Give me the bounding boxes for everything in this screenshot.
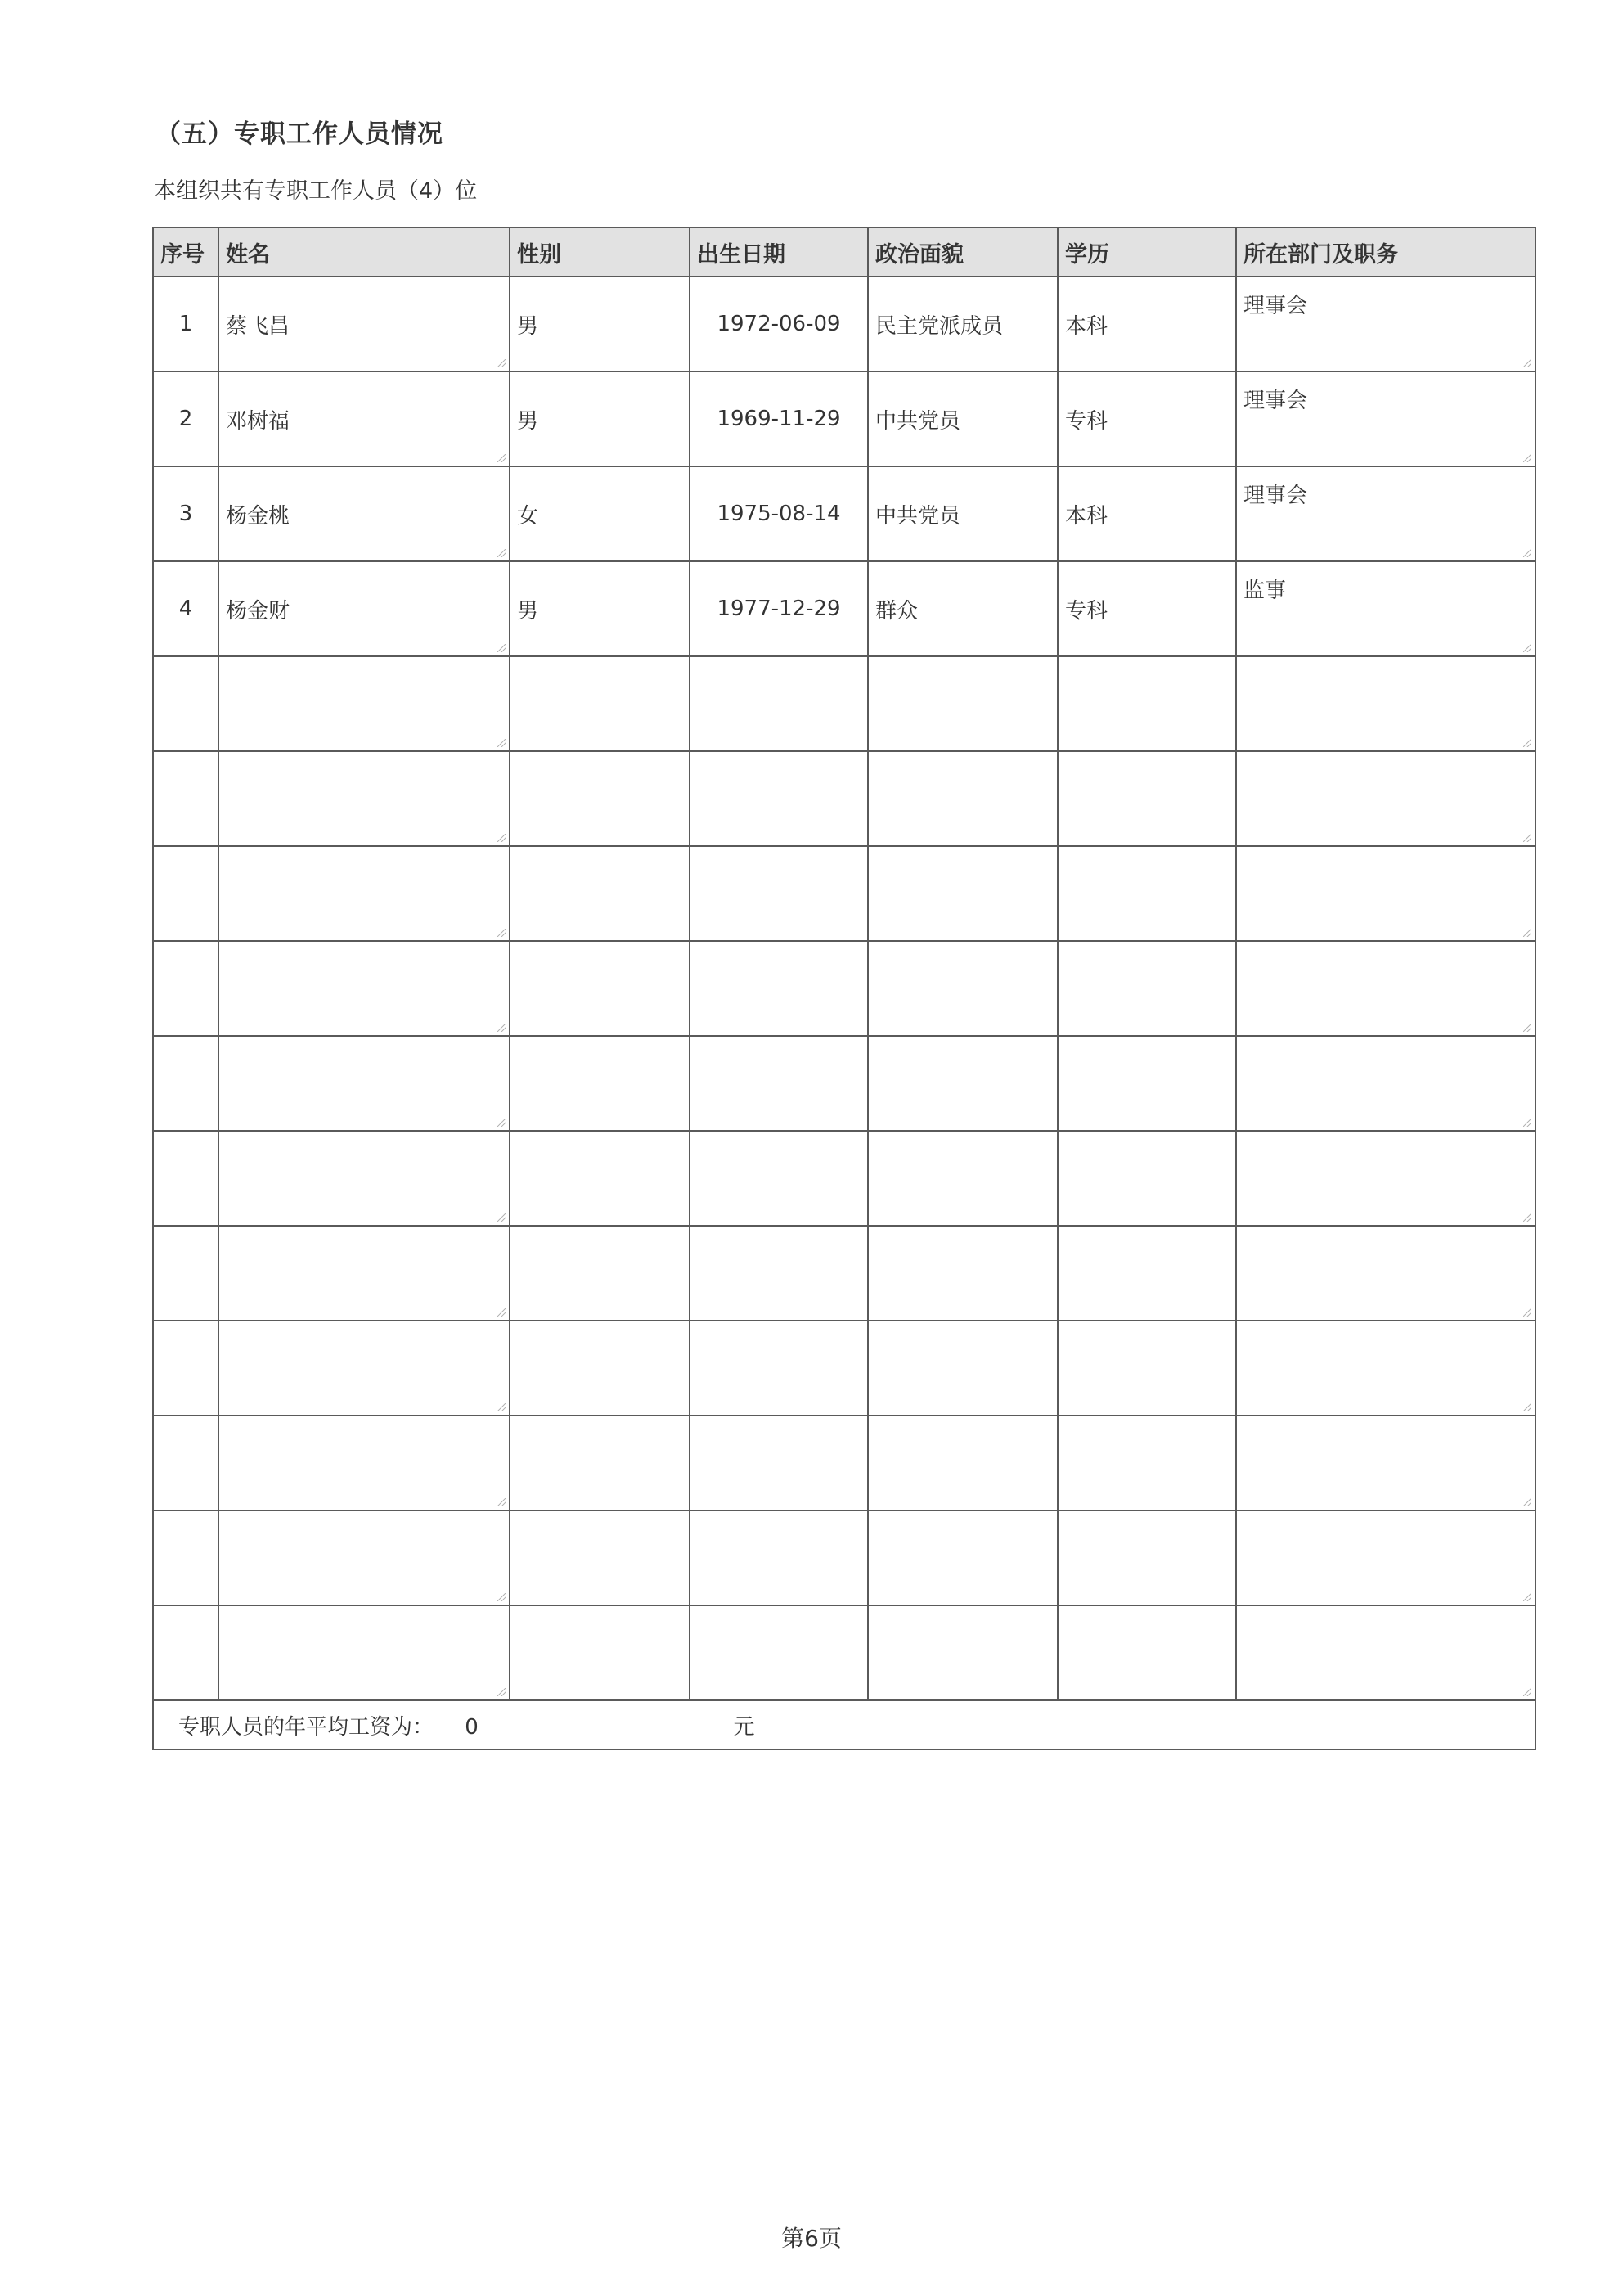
cell-department-position[interactable] [1236,1131,1535,1226]
birthdate-value: 1975-08-14 [717,502,841,526]
department-position-value: 理事会 [1243,294,1308,318]
table-row [153,1416,1535,1510]
resize-grip-icon[interactable] [497,929,506,937]
cell-education[interactable] [1058,1321,1236,1416]
cell-birthdate[interactable] [690,656,868,751]
education-value: 专科 [1065,598,1108,624]
cell-name[interactable] [218,466,510,561]
cell-department-position[interactable] [1236,751,1535,846]
cell-political-status[interactable] [868,371,1058,466]
cell-name[interactable] [218,371,510,466]
cell-index [153,277,218,371]
cell-name[interactable] [218,1131,510,1226]
cell-gender[interactable] [510,466,690,561]
resize-grip-icon[interactable] [1523,644,1531,652]
header-cell-name: 姓名 [218,227,510,277]
index-value: 3 [178,502,193,526]
table-row [153,846,1535,941]
cell-education[interactable] [1058,751,1236,846]
index-value: 4 [178,597,193,621]
political-status-value: 中共党员 [875,503,961,529]
cell-gender[interactable] [510,1510,690,1605]
resize-grip-icon[interactable] [497,359,506,367]
header-cell-education: 学历 [1058,227,1236,277]
cell-department-position[interactable] [1236,371,1535,466]
cell-name[interactable] [218,1226,510,1321]
cell-gender[interactable] [510,1226,690,1321]
resize-grip-icon[interactable] [497,549,506,557]
cell-birthdate[interactable] [690,941,868,1036]
cell-name[interactable] [218,1416,510,1510]
salary-row [153,1700,1535,1749]
page-number: 第6页 [781,2225,842,2252]
cell-gender[interactable] [510,1416,690,1510]
cell-name[interactable] [218,1510,510,1605]
gender-value: 男 [517,408,539,434]
resize-grip-icon[interactable] [1523,1119,1531,1127]
resize-grip-icon[interactable] [497,1308,506,1317]
cell-education[interactable] [1058,1131,1236,1226]
cell-department-position[interactable] [1236,1605,1535,1700]
table-row [153,466,1535,561]
cell-gender[interactable] [510,561,690,656]
salary-unit: 元 [733,1714,755,1740]
cell-political-status[interactable] [868,846,1058,941]
cell-birthdate[interactable] [690,1131,868,1226]
cell-political-status[interactable] [868,656,1058,751]
political-status-value: 群众 [875,598,919,624]
resize-grip-icon[interactable] [497,1403,506,1411]
cell-index [153,1226,218,1321]
cell-gender[interactable] [510,1131,690,1226]
name-value: 蔡飞昌 [226,313,290,339]
cell-name[interactable] [218,1321,510,1416]
table-row [153,941,1535,1036]
resize-grip-icon[interactable] [1523,1498,1531,1506]
birthdate-value: 1969-11-29 [717,407,841,431]
cell-political-status[interactable] [868,1131,1058,1226]
cell-name[interactable] [218,941,510,1036]
resize-grip-icon[interactable] [497,1593,506,1601]
cell-education[interactable] [1058,1510,1236,1605]
department-position-value: 理事会 [1243,389,1308,413]
cell-index [153,1131,218,1226]
resize-grip-icon[interactable] [1523,739,1531,747]
salary-label: 专职人员的年平均工资为： [178,1714,434,1740]
cell-political-status[interactable] [868,1321,1058,1416]
cell-political-status[interactable] [868,1510,1058,1605]
education-value: 本科 [1065,313,1108,339]
cell-name[interactable] [218,1605,510,1700]
resize-grip-icon[interactable] [497,1688,506,1696]
cell-department-position[interactable] [1236,466,1535,561]
resize-grip-icon[interactable] [497,739,506,747]
cell-department-position[interactable] [1236,1510,1535,1605]
cell-department-position[interactable] [1236,1416,1535,1510]
resize-grip-icon[interactable] [1523,1403,1531,1411]
education-value: 本科 [1065,503,1108,529]
gender-value: 男 [517,313,539,339]
department-position-value: 理事会 [1243,484,1308,508]
cell-index [153,466,218,561]
cell-name[interactable] [218,1036,510,1131]
cell-gender[interactable] [510,1321,690,1416]
cell-political-status[interactable] [868,561,1058,656]
name-value: 杨金财 [226,598,290,624]
cell-birthdate[interactable] [690,751,868,846]
name-value: 邓树福 [226,408,290,434]
cell-birthdate[interactable] [690,1510,868,1605]
cell-political-status[interactable] [868,1036,1058,1131]
cell-political-status[interactable] [868,466,1058,561]
cell-index [153,1510,218,1605]
cell-department-position[interactable] [1236,941,1535,1036]
cell-political-status[interactable] [868,751,1058,846]
staff-table-container [152,227,1535,1750]
cell-index [153,751,218,846]
index-value: 2 [178,407,193,431]
section-title: （五）专职工作人员情况 [155,119,443,149]
cell-index [153,941,218,1036]
cell-index [153,1416,218,1510]
cell-birthdate[interactable] [690,846,868,941]
cell-gender[interactable] [510,846,690,941]
cell-education[interactable] [1058,371,1236,466]
resize-grip-icon[interactable] [1523,454,1531,462]
resize-grip-icon[interactable] [1523,1024,1531,1032]
resize-grip-icon[interactable] [1523,834,1531,842]
table-row [153,656,1535,751]
birthdate-value: 1972-06-09 [717,312,841,336]
cell-index [153,371,218,466]
table-row [153,561,1535,656]
resize-grip-icon[interactable] [1523,1688,1531,1696]
cell-gender[interactable] [510,941,690,1036]
table-row [153,1036,1535,1131]
header-cell-index: 序号 [153,227,218,277]
gender-value: 男 [517,598,539,624]
cell-education[interactable] [1058,1226,1236,1321]
cell-birthdate[interactable] [690,1416,868,1510]
cell-gender[interactable] [510,751,690,846]
cell-birthdate[interactable] [690,1036,868,1131]
cell-name[interactable] [218,751,510,846]
cell-name[interactable] [218,277,510,371]
cell-index [153,656,218,751]
cell-political-status[interactable] [868,1416,1058,1510]
cell-education[interactable] [1058,656,1236,751]
resize-grip-icon[interactable] [1523,1593,1531,1601]
resize-grip-icon[interactable] [497,1213,506,1222]
cell-political-status[interactable] [868,1226,1058,1321]
cell-department-position[interactable] [1236,1321,1535,1416]
cell-education[interactable] [1058,561,1236,656]
header-cell-gender: 性别 [510,227,690,277]
salary-cell [153,1700,1535,1749]
resize-grip-icon[interactable] [1523,359,1531,367]
header-cell-department-position: 所在部门及职务 [1236,227,1535,277]
cell-index [153,846,218,941]
cell-birthdate[interactable] [690,371,868,466]
cell-birthdate[interactable] [690,1321,868,1416]
cell-name[interactable] [218,561,510,656]
table-row [153,1131,1535,1226]
cell-birthdate[interactable] [690,466,868,561]
education-value: 专科 [1065,408,1108,434]
resize-grip-icon[interactable] [1523,1308,1531,1317]
cell-birthdate[interactable] [690,561,868,656]
political-status-value: 民主党派成员 [875,313,1004,339]
resize-grip-icon[interactable] [1523,1213,1531,1222]
gender-value: 女 [517,503,539,529]
cell-index [153,1321,218,1416]
cell-birthdate[interactable] [690,1226,868,1321]
resize-grip-icon[interactable] [497,454,506,462]
name-value: 杨金桃 [226,503,290,529]
table-row [153,371,1535,466]
index-value: 1 [178,312,193,336]
table-row [153,277,1535,371]
header-cell-birthdate: 出生日期 [690,227,868,277]
cell-department-position[interactable] [1236,561,1535,656]
cell-index [153,561,218,656]
cell-name[interactable] [218,846,510,941]
cell-gender[interactable] [510,371,690,466]
cell-political-status[interactable] [868,941,1058,1036]
staff-count-text: 本组织共有专职工作人员（4）位 [154,178,478,204]
table-body [153,277,1535,1700]
salary-value[interactable]: 0 [465,1714,479,1740]
cell-political-status[interactable] [868,277,1058,371]
cell-education[interactable] [1058,1605,1236,1700]
cell-birthdate[interactable] [690,1605,868,1700]
cell-department-position[interactable] [1236,1036,1535,1131]
table-row [153,1605,1535,1700]
table-row [153,1321,1535,1416]
cell-education[interactable] [1058,941,1236,1036]
resize-grip-icon[interactable] [497,1024,506,1032]
cell-political-status[interactable] [868,1605,1058,1700]
cell-index [153,1605,218,1700]
table-row [153,1510,1535,1605]
resize-grip-icon[interactable] [497,1119,506,1127]
table-header-row [153,227,1535,277]
cell-gender[interactable] [510,1036,690,1131]
cell-education[interactable] [1058,1036,1236,1131]
resize-grip-icon[interactable] [497,834,506,842]
resize-grip-icon[interactable] [497,644,506,652]
resize-grip-icon[interactable] [497,1498,506,1506]
cell-education[interactable] [1058,466,1236,561]
birthdate-value: 1977-12-29 [717,597,841,621]
political-status-value: 中共党员 [875,408,961,434]
staff-table [152,227,1536,1750]
cell-education[interactable] [1058,846,1236,941]
cell-birthdate[interactable] [690,277,868,371]
cell-name[interactable] [218,656,510,751]
cell-index [153,1036,218,1131]
resize-grip-icon[interactable] [1523,549,1531,557]
table-row [153,1226,1535,1321]
cell-gender[interactable] [510,656,690,751]
cell-education[interactable] [1058,277,1236,371]
header-cell-political-status: 政治面貌 [868,227,1058,277]
cell-department-position[interactable] [1236,656,1535,751]
cell-department-position[interactable] [1236,846,1535,941]
department-position-value: 监事 [1243,579,1287,603]
cell-department-position[interactable] [1236,1226,1535,1321]
table-row [153,751,1535,846]
resize-grip-icon[interactable] [1523,929,1531,937]
cell-education[interactable] [1058,1416,1236,1510]
cell-department-position[interactable] [1236,277,1535,371]
cell-gender[interactable] [510,1605,690,1700]
cell-gender[interactable] [510,277,690,371]
